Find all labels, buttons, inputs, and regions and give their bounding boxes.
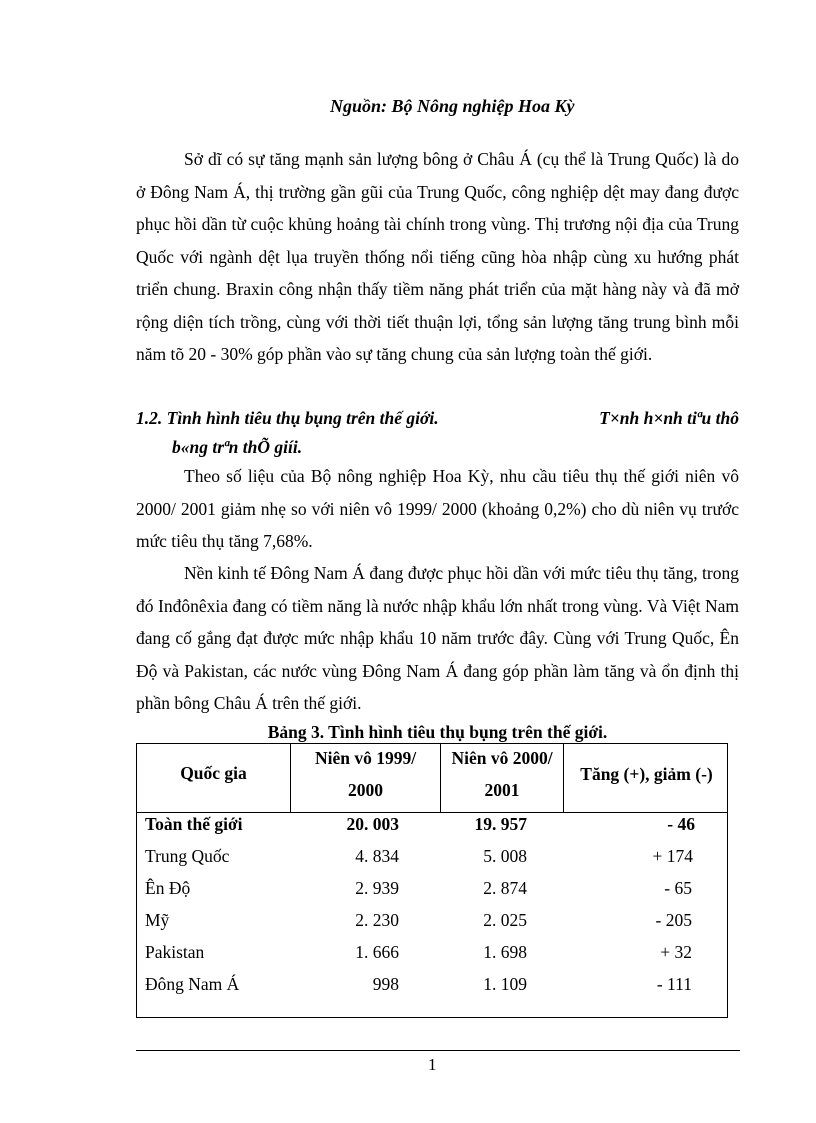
header-year2-line1: Niên vô 2000/ [451, 748, 553, 768]
table-row-value-1: 998 [372, 974, 399, 994]
page-number: 1 [428, 1055, 437, 1074]
garbled-heading-line1: T×nh h×nh tiªu thô [599, 408, 739, 428]
header-year1-line2: 2000 [348, 780, 383, 800]
table-row-value-2: 2. 025 [483, 910, 527, 930]
table-row-country: Pakistan [145, 942, 205, 962]
paragraph-3: Nền kinh tế Đông Nam Á đang được phục hồi dần với mức tiêu thụ tăng, trong đó Inđônêxia đang có tiềm năng là nước nhập khẩu lớn nhất trong vùng. Và Việt Nam đang cố gắng đạt được mức nhập khẩu 10 năm trước đây. Cùng với Trung Quốc, Ên Độ và Pakistan, các nước vùng Đông Nam Á đang góp phần làm tăng và ổn định thị phần bông Châu Á trên thế giới. [136, 563, 739, 713]
header-change: Tăng (+), giảm (-) [580, 764, 713, 784]
section-heading-text: 1.2. Tình hình tiêu thụ bụng trên thế giới. [136, 408, 439, 428]
paragraph-1: Sở dĩ có sự tăng mạnh sản lượng bông ở Châu Á (cụ thể là Trung Quốc) là do ở Đông Nam Á, thị trường gần gũi của Trung Quốc, công nghiệp dệt may đang được phục hồi dần từ cuộc khủng hoảng tài chính trong vùng. Thị trương nội địa của Trung Quốc với ngành dệt lụa truyền thống nổi tiếng cũng hòa nhập cùng xu hướng phát triển chung. Braxin công nhận thấy tiềm năng phát triển của mặt hàng này và đã mở rộng diện tích trồng, cùng với thời tiết thuận lợi, tổng sản lượng tăng trung bình mỗi năm tõ 20 - 30% góp phần vào sự tăng chung của sản lượng toàn thế giới. [136, 149, 739, 364]
table-caption: Bảng 3. Tình hình tiêu thụ bụng trên thế giới. [267, 722, 608, 742]
garbled-heading-line2: b«ng trªn thÕ giíi. [172, 437, 303, 457]
table-row-value-1: 2. 230 [355, 910, 399, 930]
table-row-value-1: 1. 666 [355, 942, 399, 962]
table-row-value-2: 5. 008 [483, 846, 527, 866]
table-row-value-2: 1. 698 [483, 942, 527, 962]
table-row-value-2: 1. 109 [483, 974, 527, 994]
table-row-change: - 205 [655, 910, 692, 930]
table-row-country: Mỹ [145, 910, 170, 930]
table-row-change: - 111 [656, 974, 692, 994]
table-row-country: Đông Nam Á [145, 974, 240, 994]
header-year2-line2: 2001 [484, 780, 520, 800]
table-row-value-2: 19. 957 [474, 814, 527, 834]
source-note: Nguồn: Bộ Nông nghiệp Hoa Kỳ [330, 96, 575, 116]
table-row-change: - 65 [664, 878, 692, 898]
consumption-table [136, 743, 728, 1018]
paragraph-2: Theo số liệu của Bộ nông nghiệp Hoa Kỳ, nhu cầu tiêu thụ thế giới niên vô 2000/ 2001 giảm nhẹ so với niên vô 1999/ 2000 (khoảng 0,2%) cho dù niên vụ trước mức tiêu thụ tăng 7,68%. [136, 466, 739, 551]
section-heading [136, 408, 739, 429]
table-row-value-2: 2. 874 [483, 878, 527, 898]
table-row-value-1: 2. 939 [355, 878, 399, 898]
header-country: Quốc gia [180, 763, 247, 783]
table-row-value-1: 20. 003 [346, 814, 399, 834]
table-row-country: Ên Độ [145, 878, 191, 898]
header-divider [137, 812, 727, 813]
table-row-change: - 46 [667, 814, 695, 834]
table-row-change: + 32 [660, 942, 692, 962]
header-year1-line1: Niên vô 1999/ [314, 748, 417, 768]
table-row-country: Toàn thế giới [145, 814, 243, 834]
footer-rule [136, 1050, 740, 1051]
table-row-change: + 174 [652, 846, 693, 866]
table-row-value-1: 4. 834 [355, 846, 399, 866]
table-row-country: Trung Quốc [145, 846, 230, 866]
